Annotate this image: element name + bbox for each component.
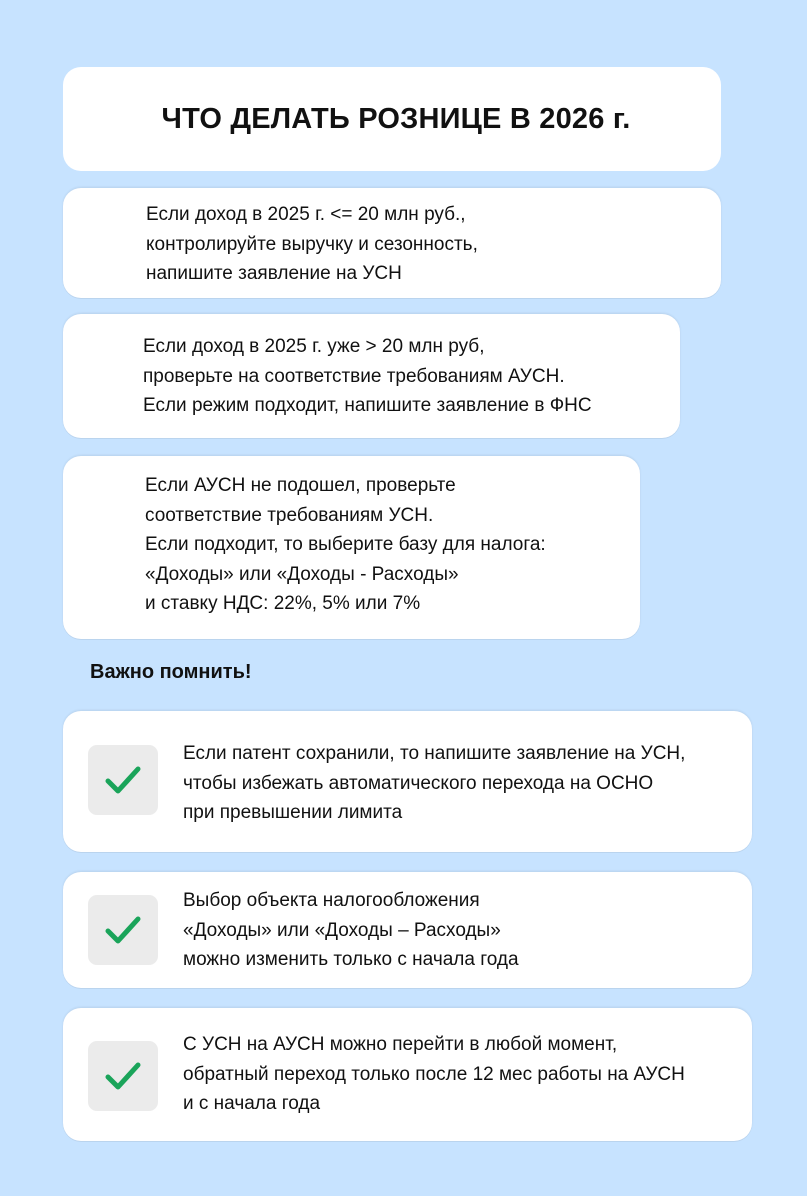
step-text-line: Если режим подходит, напишите заявление в ФНС [143, 395, 592, 416]
note-text-line: и с начала года [183, 1093, 321, 1114]
check-box [88, 1041, 158, 1111]
note-card-2 [63, 872, 752, 988]
note-text-line: Выбор объекта налогообложения [183, 890, 480, 911]
step-text-line: Если подходит, то выберите базу для налога: [145, 534, 546, 555]
step-text-line: контролируйте выручку и сезонность, [146, 233, 478, 255]
note-text-line: чтобы избежать автоматического перехода на ОСНО [183, 772, 654, 794]
step-text-line: «Доходы» или «Доходы - Расходы» [145, 563, 459, 585]
step-card-3 [63, 456, 640, 639]
title-card [63, 67, 721, 171]
note-text [183, 1030, 685, 1119]
check-box [88, 895, 158, 965]
note-text [183, 739, 685, 828]
important-heading: Важно помнить! [90, 661, 252, 683]
note-text-line: обратный переход только после 12 мес работы на АУСН [183, 1063, 685, 1085]
note-text-line: С УСН на АУСН можно перейти в любой момент, [183, 1034, 618, 1055]
note-text-line: Если патент сохранили, то напишите заявление на УСН, [183, 743, 686, 764]
step-text-line: проверьте на соответствие требованиям АУСН. [143, 365, 565, 387]
note-text-line: «Доходы» или «Доходы – Расходы» [183, 919, 501, 941]
step-text-line: Если АУСН не подошел, проверьте [145, 475, 456, 496]
page-title: ЧТО ДЕЛАТЬ РОЗНИЦЕ В 2026 г. [161, 102, 631, 135]
step-text-line: Если доход в 2025 г. <= 20 млн руб., [146, 204, 466, 225]
checkmark-icon [105, 915, 141, 945]
note-text-line: при превышении лимита [183, 802, 403, 823]
note-card-1 [63, 711, 752, 852]
step-text-line: и ставку НДС: 22%, 5% или 7% [145, 593, 421, 614]
step-text [145, 471, 546, 619]
note-card-3 [63, 1008, 752, 1141]
step-card-2 [63, 314, 680, 438]
step-card-1 [63, 188, 721, 298]
step-text [143, 332, 592, 421]
note-text-line: можно изменить только с начала года [183, 949, 519, 970]
step-text-line: соответствие требованиям УСН. [145, 504, 434, 526]
checkmark-icon [105, 765, 141, 795]
step-text [146, 200, 478, 289]
note-text [183, 886, 519, 975]
check-box [88, 745, 158, 815]
step-text-line: Если доход в 2025 г. уже > 20 млн руб, [143, 336, 485, 357]
checkmark-icon [105, 1061, 141, 1091]
step-text-line: напишите заявление на УСН [146, 263, 402, 284]
